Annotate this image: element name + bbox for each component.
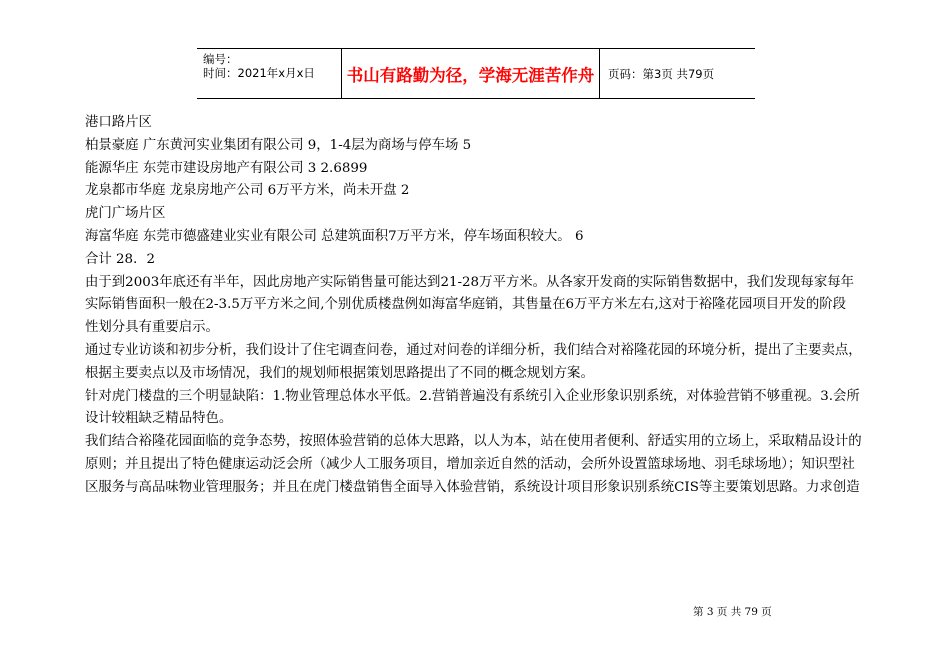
header-motto: 书山有路勤为径，学海无涯苦作舟 bbox=[342, 49, 600, 98]
document-body bbox=[85, 112, 885, 500]
page-footer: 第 3 页 共 79 页 bbox=[693, 606, 772, 618]
page-header bbox=[197, 48, 755, 99]
body-line: 港口路片区 bbox=[85, 115, 152, 130]
body-line: 区服务与高品味物业管理服务；并且在虎门楼盘销售全面导入体验营销，系统设计项目形象识别系统CIS等主要策划思路。力求创造 bbox=[85, 479, 860, 495]
header-page-label: 页码：第3页 共79页 bbox=[608, 66, 715, 81]
body-line: 通过专业访谈和初步分析，我们设计了住宅调查问卷，通过对问卷的详细分析，我们结合对裕隆花园的环境分析，提出了主要卖点， bbox=[85, 342, 862, 358]
body-line: 合计 28．2 bbox=[85, 251, 155, 267]
body-line: 实际销售面积一般在2-3.5万平方米之间,个别优质楼盘例如海富华庭销，其售量在6万平方米左右,这对于裕隆花园项目开发的阶段 bbox=[85, 297, 847, 313]
body-line: 原则；并且提出了特色健康运动泛会所（减少人工服务项目，增加亲近自然的活动，会所外设置篮球场地、羽毛球场地）；知识型社 bbox=[85, 456, 855, 472]
header-number-label: 编号： bbox=[203, 52, 238, 66]
body-line: 由于到2003年底还有半年，因此房地产实际销售量可能达到21-28万平方米。从各家开发商的实际销售数据中，我们发现每家每年 bbox=[85, 274, 854, 290]
header-time-label: 时间：2021年x月x日 bbox=[203, 66, 315, 80]
body-line: 龙泉都市华庭 龙泉房地产公司 6万平方米，尚未开盘 2 bbox=[85, 183, 410, 199]
body-line: 性划分具有重要启示。 bbox=[85, 320, 219, 336]
body-line: 能源华庄 东莞市建设房地产有限公司 3 2.6899 bbox=[85, 160, 368, 176]
header-meta bbox=[197, 49, 342, 98]
body-line: 虎门广场片区 bbox=[85, 206, 166, 222]
body-line: 针对虎门楼盘的三个明显缺陷：1.物业管理总体水平低。2.营销普遍没有系统引入企业形象识别系统，对体验营销不够重视。3.会所 bbox=[85, 388, 860, 404]
body-line: 海富华庭 东莞市德盛建业实业有限公司 总建筑面积7万平方米，停车场面积较大。 6 bbox=[85, 228, 584, 244]
body-line: 设计较粗缺乏精品特色。 bbox=[85, 411, 233, 427]
body-line: 柏景豪庭 广东黄河实业集团有限公司 9，1-4层为商场与停车场 5 bbox=[85, 137, 472, 153]
body-line: 根据主要卖点以及市场情况，我们的规划师根据策划思路提出了不同的概念规划方案。 bbox=[85, 365, 594, 381]
body-line: 我们结合裕隆花园面临的竞争态势，按照体验营销的总体大思路，以人为本，站在使用者便利、舒适实用的立场上，采取精品设计的 bbox=[85, 434, 862, 450]
